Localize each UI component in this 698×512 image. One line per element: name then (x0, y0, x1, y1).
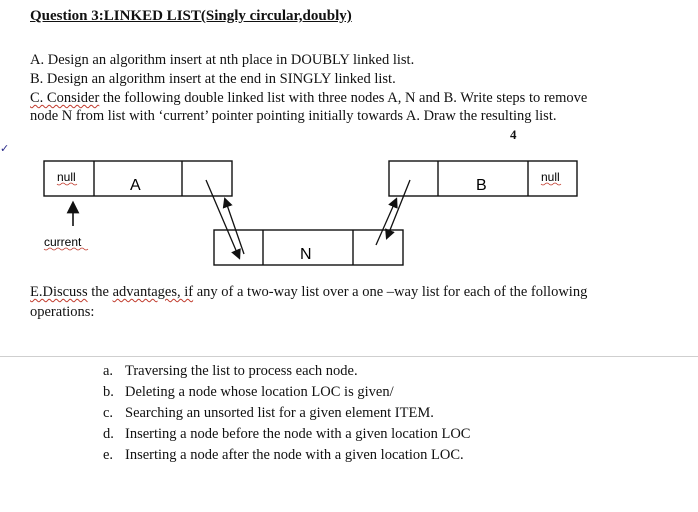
operation-text: Inserting a node before the node with a given location LOC (125, 426, 471, 442)
node-b (389, 161, 577, 196)
node-a (44, 161, 232, 196)
arrow-a-to-n (206, 180, 238, 255)
part-e-line2: operations: (30, 304, 95, 320)
operation-text: Searching an unsorted list for a given element ITEM. (125, 405, 434, 421)
marks-label: 4 (510, 127, 517, 142)
part-b-text: B. Design an algorithm insert at the end in SINGLY linked list. (30, 71, 396, 87)
part-a-text: A. Design an algorithm insert at nth place in DOUBLY linked list. (30, 52, 415, 68)
current-squiggle (44, 248, 88, 250)
current-label: current (44, 235, 82, 249)
operation-item (103, 363, 358, 380)
arrow-b-to-n (388, 180, 410, 235)
part-c-line2: node N from list with ‘current’ pointer pointing initially towards A. Draw the resulting list. (30, 108, 557, 124)
node-a-label: A (130, 177, 141, 194)
operation-letter: e. (103, 447, 114, 463)
operation-letter: a. (103, 363, 114, 379)
part-e-rest: any of a two-way list over a one –way list for each of the following (193, 284, 588, 300)
arrow-n-to-a (226, 202, 244, 254)
part-e-mid: the (87, 284, 113, 300)
part-e-advantages: advantages, if (112, 284, 194, 300)
null-right-label: null (541, 170, 560, 184)
part-c-rest: the following double linked list with three nodes A, N and B. Write steps to remove (99, 90, 588, 106)
null-left-label: null (57, 170, 76, 184)
operation-item (103, 384, 394, 401)
operation-letter: d. (103, 426, 114, 442)
operation-letter: c. (103, 405, 114, 421)
operation-item (103, 426, 470, 443)
part-e-prefix: E.Discuss (30, 284, 88, 300)
operation-text: Traversing the list to process each node. (125, 363, 358, 379)
node-n-label: N (300, 246, 312, 263)
operation-item (103, 405, 434, 422)
operation-text: Deleting a node whose location LOC is given/ (125, 384, 394, 400)
node-b-label: B (476, 177, 487, 194)
section-divider (0, 356, 698, 357)
part-e-line1 (30, 284, 587, 301)
question-heading: Question 3:LINKED LIST(Singly circular,doubly) (30, 8, 352, 24)
operation-letter: b. (103, 384, 114, 400)
operation-item (103, 447, 464, 464)
operation-text: Inserting a node after the node with a given location LOC. (125, 447, 464, 463)
part-c-prefix: C. Consider (30, 90, 100, 106)
margin-check-mark: ✓ (0, 142, 10, 155)
